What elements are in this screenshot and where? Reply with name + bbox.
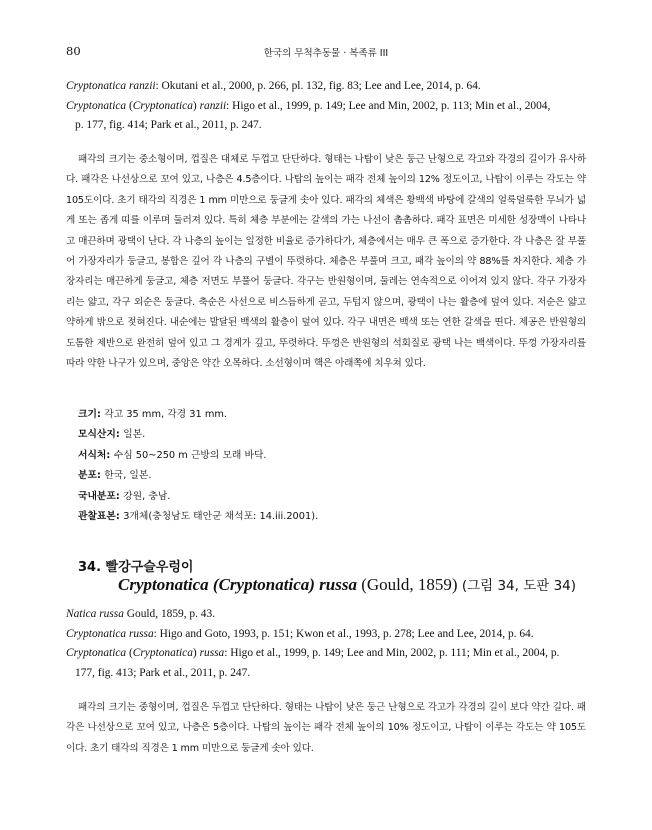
- fact-size: 크기: 각고 35 mm, 각경 31 mm.: [78, 409, 228, 420]
- synonymy-entry: Natica russa Gould, 1859, p. 43.: [66, 608, 216, 620]
- species-scientific-name: Cryptonatica (Cryptonatica) russa (Gould, 1859) (그림 34, 도판 34): [118, 575, 577, 594]
- synonymy-entry: Cryptonatica ranzii: Okutani et al., 2000, p. 266, pl. 132, fig. 83; Lee and Lee, 2014, p. 64.: [66, 80, 481, 92]
- synonymy-entry: Cryptonatica (Cryptonatica) ranzii: Higo et al., 1999, p. 149; Lee and Min, 2002, p. 113; Min et al., 2004, p. 177, fig. 414; Park et al., 2011, p. 247.: [66, 99, 551, 131]
- running-title: 한국의 무척추동물 · 복족류 III: [263, 48, 389, 59]
- fact-type-locality: 모식산지: 일본.: [78, 429, 146, 441]
- fact-habitat: 서식처: 수심 50~250 m 근방의 모래 바닥.: [78, 449, 267, 461]
- species-facts: [78, 405, 558, 527]
- synonymy-entry: Cryptonatica (Cryptonatica) russa: Higo et al., 1999, p. 149; Lee and Min, 2002, p. 111; Min et al., 2004, p. 177, fig. 413; Park et al., 2011, p. 247.: [66, 647, 560, 679]
- fact-distribution: 분포: 한국, 일본.: [78, 470, 152, 482]
- synonymy-list-russa: [66, 605, 588, 683]
- synonymy-entry: Cryptonatica russa: Higo and Goto, 1993, p. 151; Kwon et al., 1993, p. 278; Lee and Lee, 2014, p. 64.: [66, 627, 534, 640]
- description-paragraph-ranzii: 패각의 크기는 중소형이며, 껍질은 대체로 두껍고 단단하다. 형태는 나탑이 낮은 둥근 난형으로 각고와 각경의 길이가 유사하다. 패각은 나선상으로 꼬여 있고, 나층은 4.5층이다. 나탑의 높이는 패각 전체 높이의 12% 정도이고, 나탑이 이루는 각도는 약 105도이다. 초기 태각의 직경은 1 mm 미만으로 둥글게 솟아 있다. 패각의 체색은 황백색 바탕에 갈색의 얼룩덜룩한 무늬가 넓게 또는 좁게 띠를 이루며 둘러져 있다. 특히 체층 부분에는 갈색의 가는 나선이 촘촘하다. 패각 표면은 미세한 성장맥이 나타나고 매끈하며 광택이 난다. 각 나층의 높이는 일정한 비율로 증가하다가, 체층에서는 매우 큰 폭으로 증가한다. 각 나층은 잘 부풀어 가장자리가 둥글고, 봉합은 깊어 각 나층의 구별이 뚜렷하다. 체층은 부풀며 크고, 패각 높이의 약 88%를 차지한다. 체층 가장자리는 매끈하게 둥글고, 체층 저면도 부풀어 둥글다. 각구는 반원형이며, 둘레는 연속적으로 이어져 있지 않다. 각구 가장자리는 얇고, 각구 외순은 둥글다. 축순은 사선으로 비스듬하게 곧고, 두텁지 않으며, 광택이 나는 활층에 덮여 있다. 저순은 얇고 약하게 밖으로 젖혀진다. 내순에는 발달된 백색의 활층이 덮여 있다. 각구 내면은 백색 또는 연한 갈색을 띤다. 제공은 반원형의 도톰한 제반으로 완전히 덮여 있고 그 경계가 깊고, 뚜렷하다. 뚜껑은 반원형의 석회질로 광택 나는 백색이다. 뚜껑 가장자리를 따라 약한 나구가 있으며, 중앙은 약간 오목하다. 소선형이며 핵은 아래쪽에 치우쳐 있다.: [66, 154, 586, 370]
- page-number: 80: [66, 44, 81, 58]
- synonymy-list-ranzii: [66, 77, 588, 136]
- description-paragraph-russa: 패각의 크기는 중형이며, 껍질은 두껍고 단단하다. 형태는 나탑이 낮은 둥근 난형으로 각고가 각경의 길이 보다 약간 길다. 패각은 나선상으로 꼬여 있고, 나층은 5층이다. 나탑의 높이는 패각 전체 높이의 10% 정도이고, 나탑이 이루는 각도는 약 105도이다. 초기 태각의 직경은 1 mm 미만으로 둥글게 솟아 있다.: [66, 702, 586, 754]
- species-heading: 34. 빨강구슬우렁이: [78, 560, 194, 575]
- fact-domestic-distribution: 국내분포: 강원, 충남.: [78, 490, 171, 502]
- fact-specimens: 관찰표본: 3개체(충청남도 태안군 채석포: 14.iii.2001).: [78, 511, 319, 523]
